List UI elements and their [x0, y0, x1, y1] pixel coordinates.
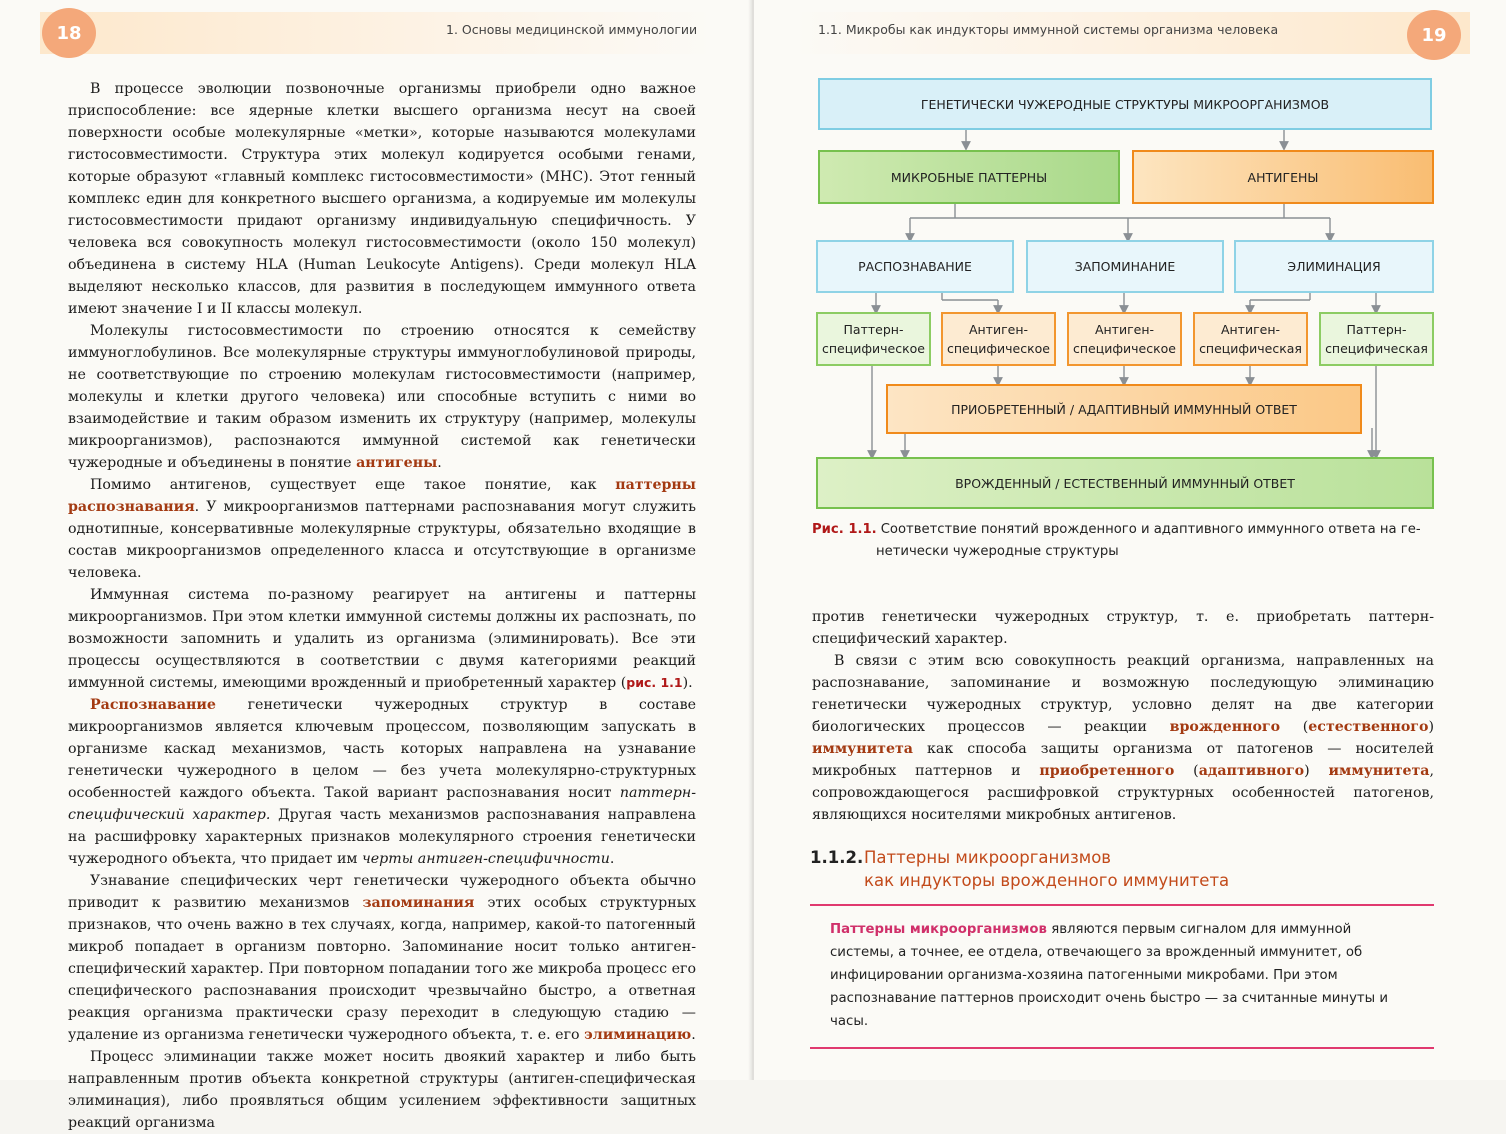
box-adaptive-immune-response: ПРИОБРЕТЕННЫЙ / АДАПТИВНЫЙ ИММУННЫЙ ОТВЕТ: [886, 384, 1362, 434]
box-genetic-foreign-structures: ГЕНЕТИЧЕСКИ ЧУЖЕРОДНЫЕ СТРУКТУРЫ МИКРООРГАНИЗМОВ: [818, 78, 1432, 130]
diagram-connectors: [810, 72, 1440, 522]
term-natural: естественного: [1308, 719, 1429, 735]
term-immunity-1: иммунитета: [812, 741, 913, 757]
term-recognition: Распознавание: [90, 697, 216, 713]
left-running-head: 1. Основы медицинской иммунологии: [446, 22, 698, 37]
left-p2-end: .: [437, 455, 442, 471]
box-antigens: АНТИГЕНЫ: [1132, 150, 1434, 204]
box-antigen-specific-recognition: Антиген-специфическое: [941, 312, 1056, 366]
box-antigen-specific-elimination: Антиген-специфическая: [1193, 312, 1308, 366]
figure-reference-link[interactable]: рис. 1.1: [626, 675, 683, 690]
right-page-number: 19: [1407, 10, 1461, 60]
box-recognition: РАСПОЗНАВАНИЕ: [816, 240, 1014, 293]
box-memory: ЗАПОМИНАНИЕ: [1026, 240, 1224, 293]
left-page: [0, 0, 752, 1131]
term-recognition-patterns: паттерны распознавания: [68, 477, 696, 515]
right-paragraph-1: [812, 606, 1434, 650]
left-p6-end: .: [691, 1027, 696, 1043]
callout-term: Паттерны микроорганизмов: [830, 922, 1047, 937]
box-antigen-specific-memory: Антиген-специфическое: [1067, 312, 1182, 366]
left-p4-end: ).: [682, 675, 693, 691]
callout-text: являются первым сигналом для иммунной системы, а точнее, ее отдела, отвечающего за врожденный иммунитет, об инфицировании организма-хозяина патогенными микробами. При этом распознавание паттернов происходит очень быстро — за считанные минуты и часы.: [830, 922, 1389, 1029]
left-paragraph-3: [68, 474, 696, 584]
term-acquired: приобретенного: [1039, 763, 1175, 779]
figure-caption: [812, 519, 1436, 563]
term-innate: врожденного: [1169, 719, 1281, 735]
left-page-number: 18: [42, 8, 96, 58]
left-p3-text: Помимо антигенов, существует еще такое понятие, как: [90, 477, 616, 493]
right-p1-text: против генетически чужеродных структур, т. е. приобретать паттерн-специфический характер.: [812, 609, 1434, 647]
right-p2-text-b: как способа защиты организма от патогенов — носителей микробных паттернов и: [812, 741, 1434, 779]
left-p5-end: .: [609, 851, 615, 867]
left-paragraph-2: [68, 320, 696, 474]
left-p6-text-a: Узнавание специфических черт генетически чужеродного объекта обычно приводит к развитию механизмов: [68, 873, 696, 911]
figure-caption-line-2: нетически чужеродные структуры: [876, 544, 1119, 559]
left-paragraph-7: [68, 1046, 696, 1134]
figure-caption-label: Рис. 1.1.: [812, 522, 877, 537]
right-p2-sep-1: (: [1280, 719, 1309, 735]
term-adaptive: адаптивного: [1198, 763, 1305, 779]
term-elimination: элиминацию: [584, 1027, 692, 1043]
section-number: 1.1.2.: [810, 848, 864, 867]
section-heading-1-1-2: [810, 846, 1229, 892]
right-running-head: 1.1. Микробы как индукторы иммунной системы организма человека: [818, 22, 1279, 37]
term-memory: запоминания: [362, 895, 475, 911]
left-paragraph-5: [68, 694, 696, 870]
right-paragraph-2: [812, 650, 1434, 826]
box-innate-immune-response: ВРОЖДЕННЫЙ / ЕСТЕСТВЕННЫЙ ИММУННЫЙ ОТВЕТ: [816, 457, 1434, 509]
left-p5-text-a: генетически чужеродных структур в составе микроорганизмов является ключевым процессом, позволяющим запускать в организме каскад механизмов, часть которых направлена на узнавание генетически чужеродного в целом — без учета молекулярно-структурных особенностей каждого объекта. Такой вариант распознавания носит: [68, 697, 696, 801]
right-page: [754, 0, 1506, 1080]
section-title-line-1: Паттерны микроорганизмов: [864, 848, 1112, 867]
left-p1-text: В процессе эволюции позвоночные организмы приобрели одно важное приспособление: все ядерные клетки высшего организма несут на своей поверхности особые молекулярные «метки», которые называются молекулами гистосовместимости. Структура этих молекул кодируется особыми генами, которые образуют «главный комплекс гистосовместимости» (MHC). Этот генный комплекс един для конкретного высшего организма, а кодируемые им молекулы гистосовместимости придают организму индивидуальную специфичность. У человека вся совокупность молекул гистосовместимости (около 150 молекул) объединена в систему HLA (Human Leukocyte Antigens). Среди молекул HLA выделяют несколько классов, для развития в последующем иммунного ответа имеют значение I и II классы молекул.: [68, 81, 696, 317]
figure-caption-line-1: Соответствие понятий врожденного и адаптивного иммунного ответа на ге-: [880, 522, 1421, 537]
section-title-line-2: как индукторы врожденного иммунитета: [864, 871, 1230, 890]
left-p3-end: . У микроорганизмов паттернами распознавания могут служить однотипные, консервативные молекулярные структуры, обязательно входящие в состав микроорганизмов определенного класса и отсутствующие в организме человека.: [68, 499, 696, 581]
right-p2-text-c: , сопровождающегося расшифровкой структурных особенностей патогенов, являющихся носителями микробных антигенов.: [812, 763, 1435, 823]
box-microbial-patterns: МИКРОБНЫЕ ПАТТЕРНЫ: [818, 150, 1120, 204]
figure-1-1-diagram: [810, 72, 1440, 522]
left-body-text: [68, 78, 696, 1134]
left-p7-text: Процесс элиминации также может носить двоякий характер и либо быть направленным против объекта конкретной структуры (антиген-специфическая элиминация), либо проявляться общим усилением эффективности защитных реакций организма: [68, 1049, 696, 1131]
box-pattern-specific-elimination: Паттерн-специфическая: [1319, 312, 1434, 366]
right-body-text: [812, 606, 1434, 826]
term-antigens: антигены: [356, 455, 438, 471]
definition-callout: [810, 904, 1434, 1049]
right-p2-sep-4: ): [1304, 763, 1329, 779]
box-pattern-specific-recognition: Паттерн-специфическое: [816, 312, 931, 366]
box-elimination: ЭЛИМИНАЦИЯ: [1234, 240, 1434, 293]
term-immunity-2: иммунитета: [1328, 763, 1430, 779]
left-p5-italic-1: паттерн-специфический характер.: [68, 785, 696, 823]
left-paragraph-4: [68, 584, 696, 694]
left-p5-italic-2: черты антиген-специфичности: [361, 851, 610, 867]
right-p2-sep-2: ): [1428, 719, 1435, 735]
left-p5-text-b: Другая часть механизмов распознавания направлена на расшифровку характерных признаков молекулярного строения генетически чужеродного объекта, что придает им: [68, 807, 696, 867]
left-p6-text-b: этих особых структурных признаков, что очень важно в тех случаях, когда, например, какой-то патогенный микроб попадает в организм повторно. Запоминание носит только антиген-специфический характер. При повторном попадании того же микроба процесс его специфического распознавания происходит чрезвычайно быстро, а ответная реакция организма практически сразу переходит в следующую стадию — удаление из организма генетически чужеродного объекта, т. е. его: [68, 895, 696, 1043]
right-p2-sep-3: (: [1174, 763, 1199, 779]
left-p4-text: Иммунная система по-разному реагирует на антигены и паттерны микроорганизмов. При этом клетки иммунной системы должны их распознать, по возможности запомнить и удалить из организма (элиминировать). Все эти процессы осуществляются в соответствии с двумя категориями реакций иммунной системы, имеющими врожденный и приобретенный характер (: [68, 587, 696, 691]
left-p2-text: Молекулы гистосовместимости по строению относятся к семейству иммуноглобулинов. Все молекулярные структуры иммуноглобулиновой природы, не соответствующие по строению молекулам гистосовместимости (например, молекулы и клетки другого человека) или способные вступить с ними во взаимодействие и таким образом изменить их структуру (например, молекулы микроорганизмов), распознаются иммунной системой как генетически чужеродные и объединены в понятие: [68, 323, 696, 471]
left-paragraph-6: [68, 870, 696, 1046]
left-paragraph-1: [68, 78, 696, 320]
right-p2-text-a: В связи с этим всю совокупность реакций организма, направленных на распознавание, запоминание и возможную последующую элиминацию генетически чужеродных структур, условно делят на две категории биологических процессов — реакции: [812, 653, 1434, 735]
